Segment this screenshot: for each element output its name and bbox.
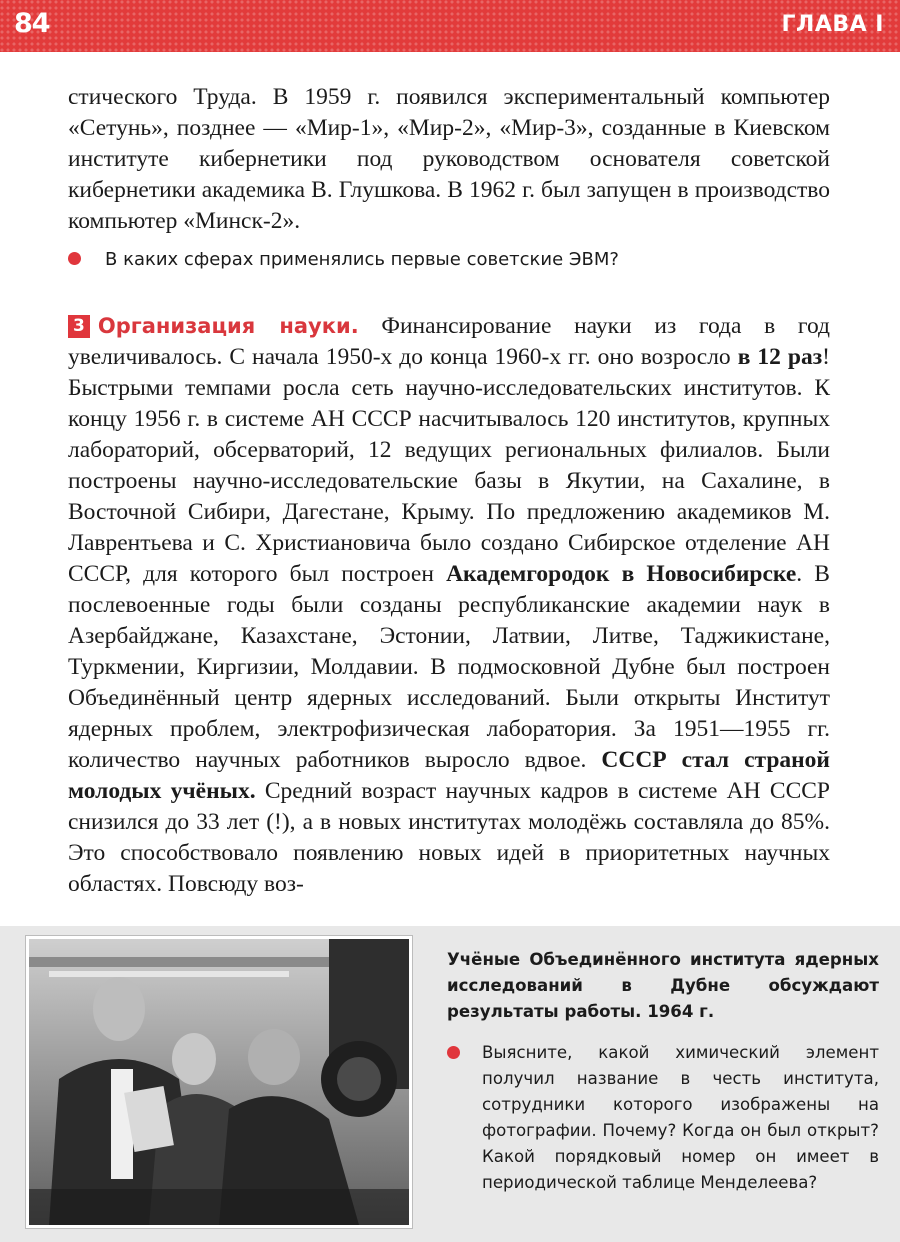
section-paragraph bbox=[68, 311, 830, 900]
text-run: Финансирование науки из года в год увеличивалось. С начала 1950-х до конца 1960-х гг. оно возросло bbox=[68, 313, 831, 370]
figure-task: Выясните, какой химический элемент получил название в честь института, сотрудники которого изображены на фотографии. Почему? Когда он был открыт? Какой порядковый номер он имеет в периодической таблице Менделеева? bbox=[482, 1043, 879, 1192]
bold-run: в 12 раз bbox=[737, 344, 823, 370]
paragraph: стического Труда. В 1959 г. появился экспериментальный компьютер «Сетунь», позднее — «Мир-1», «Мир-2», «Мир-3», созданные в Киевском институте кибернетики под руководством основателя советской кибернетики академика В. Глушкова. В 1962 г. был запущен в производство компьютер «Минск-2». bbox=[68, 84, 830, 234]
historical-photo bbox=[26, 936, 412, 1228]
bullet-dot-icon bbox=[68, 252, 81, 265]
section-title: Организация науки. bbox=[97, 314, 359, 338]
section-organization bbox=[68, 311, 830, 900]
question-item bbox=[68, 246, 828, 274]
bullet-dot-icon bbox=[447, 1046, 460, 1059]
figure-caption: Учёные Объединённого института ядерных исследований в Дубне обсуждают результаты работы. 1964 г. bbox=[447, 950, 879, 1021]
section-number-badge: 3 bbox=[68, 315, 90, 338]
photo-illustration bbox=[29, 939, 409, 1225]
bold-run: Академгородок в Новосибирске bbox=[446, 561, 797, 587]
page-header bbox=[0, 0, 900, 52]
text-block-intro bbox=[68, 82, 830, 237]
page-number: 84 bbox=[14, 8, 50, 39]
text-run: Средний возраст научных кадров в системе АН СССР снизился до 33 лет (!), а в новых институтах молодёжь составляла до 85%. Это способствовало появлению новых идей в приоритетных научных областях. Повсюду воз- bbox=[68, 778, 830, 897]
text-run: ! Быстрыми темпами росла сеть научно-исследовательских институтов. К концу 1956 г. в системе АН СССР насчитывалось 120 институтов, крупных лабораторий, обсерваторий, 12 ведущих региональных филиалов. Были построены научно-исследовательские базы в Якутии, на Сахалине, в Восточной Сибири, Дагестане, Крыму. По предложению академиков М. Лаврентьева и С. Христиановича было создано Сибирское отделение АН СССР, для которого был построен bbox=[68, 344, 830, 587]
text-run: . В послевоенные годы были созданы республиканские академии наук в Азербайджане, Казахстане, Эстонии, Латвии, Литве, Таджикистане, Туркмении, Киргизии, Молдавии. В подмосковной Дубне был построен Объединённый центр ядерных исследований. Были открыты Институт ядерных проблем, электрофизическая лаборатория. За 1951—1955 гг. количество научных работников выросло вдвое. bbox=[68, 561, 830, 773]
question-text: В каких сферах применялись первые советские ЭВМ? bbox=[105, 249, 619, 270]
chapter-label: ГЛАВА I bbox=[781, 12, 884, 37]
bold-run: СССР стал страной молодых учёных. bbox=[68, 747, 830, 804]
